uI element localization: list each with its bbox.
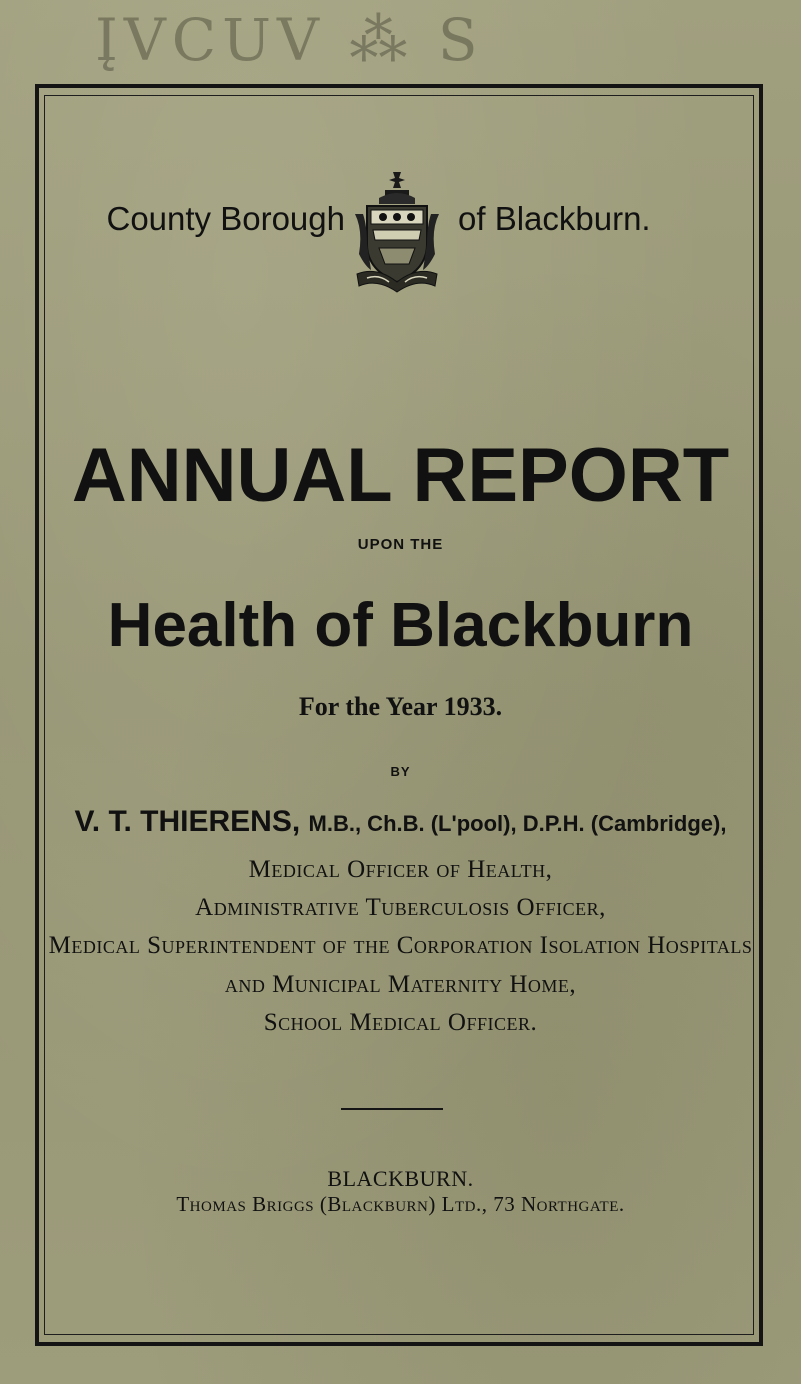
borough-label-left: County Borough bbox=[106, 200, 345, 237]
divider-rule bbox=[341, 1108, 443, 1110]
author-qualifications: M.B., Ch.B. (L'pool), D.P.H. (Cambridge), bbox=[308, 811, 727, 836]
author-line bbox=[0, 805, 801, 839]
coat-of-arms-icon bbox=[349, 170, 445, 292]
position-3: Medical Superintendent of the Corporation Isolation Hospitals bbox=[48, 932, 753, 959]
handwritten-marks: ĮVCUV ⁂ S bbox=[95, 6, 484, 74]
position-2: Administrative Tuberculosis Officer, bbox=[195, 894, 606, 921]
by-label: BY bbox=[390, 764, 411, 779]
borough-header bbox=[0, 170, 801, 310]
author-name: V. T. THIERENS, bbox=[74, 805, 301, 838]
borough-label-right: of Blackburn. bbox=[458, 200, 651, 237]
position-5: School Medical Officer. bbox=[263, 1009, 538, 1036]
imprint-city: BLACKBURN. bbox=[327, 1166, 474, 1191]
imprint-printer: Thomas Briggs (Blackburn) Ltd., 73 Northgate. bbox=[176, 1192, 625, 1216]
report-subject: Health of Blackburn bbox=[107, 591, 694, 660]
report-year: For the Year 1933. bbox=[298, 692, 503, 721]
upon-the-label: UPON THE bbox=[357, 536, 444, 553]
position-1: Medical Officer of Health, bbox=[248, 856, 553, 883]
position-4: and Municipal Maternity Home, bbox=[224, 971, 577, 998]
report-title: ANNUAL REPORT bbox=[71, 433, 730, 518]
